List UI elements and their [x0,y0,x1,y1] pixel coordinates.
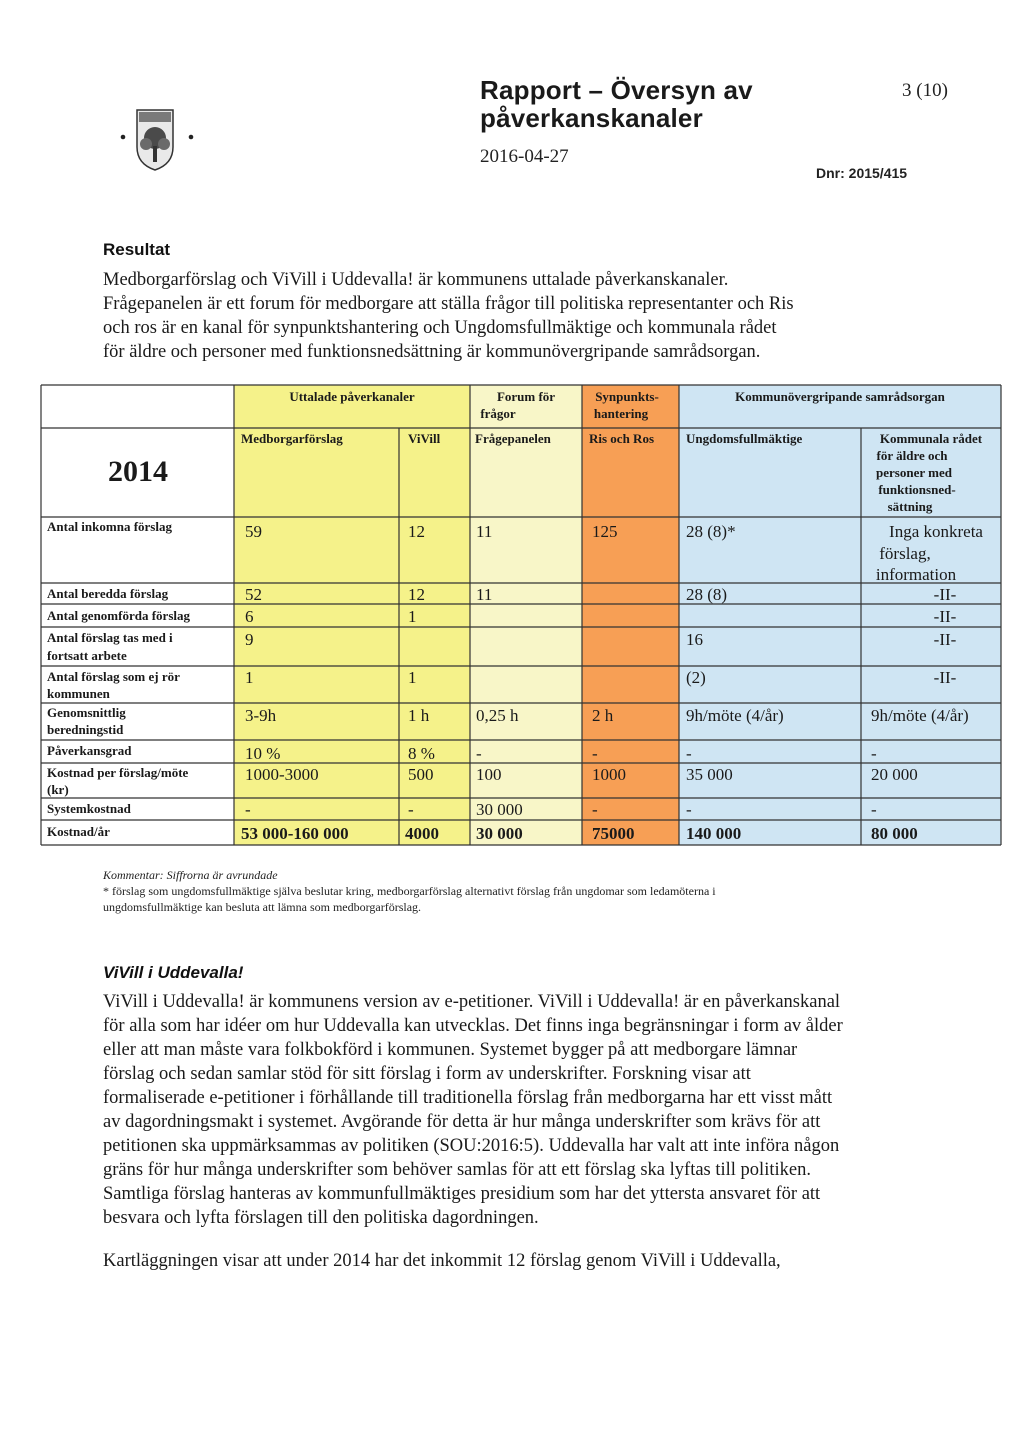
row-label: Genomsnittlig [47,705,126,720]
column-header: för äldre och [876,448,948,463]
paragraph-line: formaliserade e-petitioner i förhållande till traditionella förslag från medborgarna har ett visst mått [103,1088,833,1108]
table-cell: 1 h [408,706,430,725]
column-header: Medborgarförslag [241,431,343,446]
table-cell: 1000-3000 [245,765,319,784]
table-cell: -II- [933,668,957,687]
final-paragraph [103,1249,933,1273]
table-cell: 20 000 [871,765,918,784]
table-cell: -II- [933,585,957,604]
column-header: Kommunala rådet [879,431,983,446]
table-year: 2014 [108,455,168,488]
column-header: ViVill [408,431,441,446]
table-cell: 16 [686,630,703,649]
table-cell: 28 (8) [686,585,728,604]
table-cell: 30 000 [476,800,523,819]
group-header-kommunovergripande: Kommunövergripande samrådsorgan [735,389,945,404]
paragraph-line: och ros är en kanal för synpunktshantering och Ungdomsfullmäktige och kommunala rådet [103,318,777,338]
table-cell: - [686,744,692,763]
table-cell: 10 % [245,744,281,763]
table-cell: -II- [933,630,957,649]
column-header: funktionsned- [878,482,956,497]
table-cell: 4000 [405,824,439,843]
paragraph-line: ViVill i Uddevalla! är kommunens version av e-petitioner. ViVill i Uddevalla! är en påverkanskanal [103,992,841,1012]
table-cell: - [592,800,598,819]
table-cell: information [875,565,957,584]
page-number: 3 (10) [902,80,948,101]
group-header-uttalade: Uttalade påverkanaler [289,389,415,404]
diary-number: Dnr: 2015/415 [816,165,908,181]
comment-line: ungdomsfullmäktige kan besluta att lämna som medborgarförslag. [103,900,422,914]
paragraph-line: av dagordningsmakt i systemet. Avgörande för detta är hur många underskrifter som krävs för att [103,1112,821,1132]
paragraph-line: Frågepanelen är ett forum för medborgare att ställa frågor till politiska representanter och Ris [103,294,794,314]
row-label: Systemkostnad [47,801,131,816]
table-cell: 9h/möte (4/år) [871,706,969,725]
table-cell: (2) [686,668,706,687]
section-heading-vivill: ViVill i Uddevalla! [103,963,244,982]
row-label: Antal förslag tas med i [47,630,173,645]
table-cell: - [245,800,251,819]
group-header-forum-line1: Forum för [496,389,556,404]
table-cell: 1000 [592,765,626,784]
table-cell: 2 h [592,706,614,725]
table-cell: 140 000 [686,824,742,843]
table-cell: 11 [476,585,493,604]
row-label: Kostnad/år [47,824,110,839]
table-cell: - [871,744,877,763]
paragraph-line: för alla som har idéer om hur Uddevalla kan utvecklas. Det finns inga begränsningar i form av ålder [103,1016,843,1036]
table-cell: - [686,800,692,819]
table-cell: 100 [476,765,502,784]
table-cell: 80 000 [871,824,918,843]
row-label: Antal förslag som ej rör [47,669,180,684]
row-label: Antal beredda förslag [47,586,169,601]
table-cell: 28 (8)* [686,522,736,541]
paragraph-line: förslag och sedan samlar stöd för sitt förslag i form av underskrifter. Forskning visar att [103,1064,751,1084]
table-cell: 52 [245,585,262,604]
column-header: sättning [887,499,933,514]
table-cell: - [592,744,598,763]
table-cell: - [476,744,482,763]
table-comment [103,867,933,915]
paragraph-line: Medborgarförslag och ViVill i Uddevalla! är kommunens uttalade påverkanskanaler. [103,270,729,290]
table-cell: -II- [933,607,957,626]
table-cell: - [408,800,414,819]
paragraph-line: Samtliga förslag hanteras av kommunfullmäktiges presidium som har det yttersta ansvaret för att [103,1184,821,1204]
comment-line: * förslag som ungdomsfullmäktige själva beslutar kring, medborgarförslag alternativt förslag från ungdomar som ledamöterna i [103,884,716,898]
paragraph-line: petitionen ska uppmärksammas av politiken (SOU:2016:5). Uddevalla har valt att inte införa någon [103,1136,840,1156]
comment-title: Kommentar: Siffrorna är avrundade [103,868,278,882]
table-cell: 1 [408,607,417,626]
report-title: Rapport – Översyn av påverkanskanaler [480,75,753,133]
table-cell: 30 000 [476,824,523,843]
row-label: beredningstid [47,722,124,737]
table-cell: 125 [592,522,618,541]
paragraph-line: besvara och lyfta förslagen till den politiska dagordningen. [103,1208,539,1228]
table-cell: 1 [408,668,417,687]
report-date: 2016-04-27 [480,146,569,167]
paragraph-line: Kartläggningen visar att under 2014 har det inkommit 12 förslag genom ViVill i Uddevalla, [103,1251,781,1271]
table-cell: 1 [245,668,254,687]
section-heading-resultat: Resultat [103,240,171,259]
paragraph-line: gräns för hur många underskrifter som behöver samlas för att ett förslag ska lyftas till politiken. [103,1160,811,1180]
row-label: (kr) [47,782,69,797]
table-cell: 8 % [408,744,435,763]
column-header: Frågepanelen [475,431,551,446]
paragraph-line: för äldre och personer med funktionsnedsättning är kommunövergripande samrådsorgan. [103,342,761,362]
table-cell: 11 [476,522,493,541]
column-header: Ris och Ros [589,431,655,446]
table-cell: Inga konkreta [889,522,983,541]
row-label: Kostnad per förslag/möte [47,765,189,780]
group-header-synpunkt-line2: hantering [593,406,649,421]
table-cell: 9h/möte (4/år) [686,706,784,725]
table-cell: 6 [245,607,254,626]
table-cell: 500 [408,765,434,784]
section-vivill-paragraph [103,990,933,1230]
column-header: personer med [876,465,952,480]
group-header-synpunkt-line1: Synpunkts- [595,389,659,404]
table-cell: 75000 [592,824,635,843]
table-cell: 53 000-160 000 [241,824,349,843]
table-cell: 12 [408,585,425,604]
row-label: Påverkansgrad [47,743,132,758]
table-cell: 3-9h [245,706,277,725]
row-label: Antal inkomna förslag [47,519,172,534]
table-cell: 35 000 [686,765,733,784]
table-cell: 12 [408,522,425,541]
table-cell: - [871,800,877,819]
row-label: fortsatt arbete [47,648,127,663]
column-header: Ungdomsfullmäktige [686,431,803,446]
table-cell: 0,25 h [476,706,519,725]
table-cell: 59 [245,522,262,541]
row-label: kommunen [47,686,110,701]
table-cell: förslag, [879,544,931,563]
table-cell: 9 [245,630,254,649]
paragraph-line: eller att man måste vara folkbokförd i kommunen. Systemet bygger på att medborgare lämnar [103,1040,798,1060]
row-label: Antal genomförda förslag [47,608,190,623]
group-header-forum-line2: frågor [480,406,516,421]
